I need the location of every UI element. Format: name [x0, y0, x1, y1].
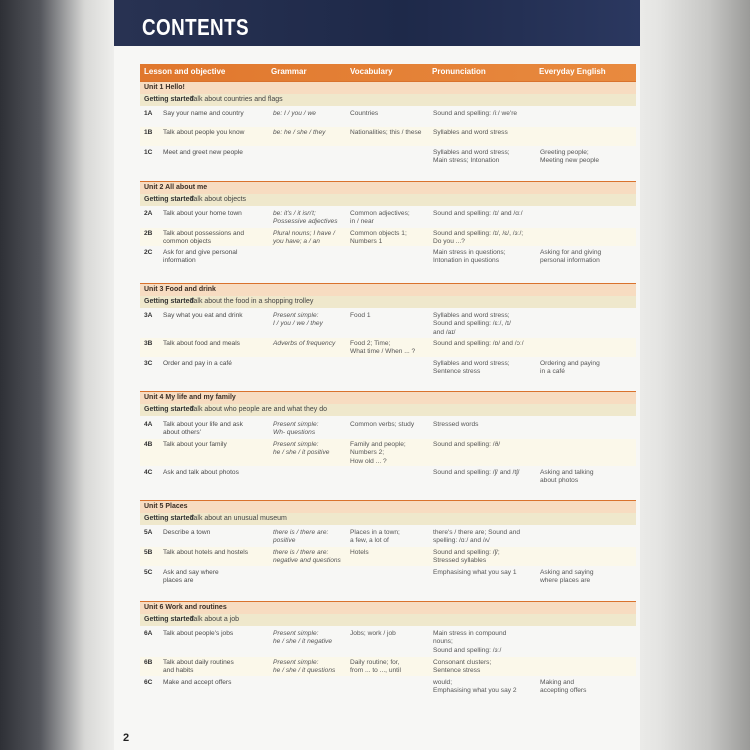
lesson-code: 6B: [144, 659, 153, 666]
page-number: 2: [123, 732, 130, 744]
lesson-row: [140, 127, 636, 146]
lesson-objective: Talk about people you know: [163, 129, 245, 136]
pronunciation-cell: Syllables and word stress; Sound and spelling: /ɛː/, /ɪ/ and /aɪ/: [433, 312, 511, 336]
grammar-cell: Adverbs of frequency: [273, 340, 336, 347]
lesson-objective: Talk about possessions and common objects: [163, 230, 245, 246]
lesson-row: [140, 467, 636, 491]
unit-title-bar: [140, 81, 636, 94]
pronunciation-cell: Sound and spelling: /ð/: [433, 441, 501, 448]
header-lesson: Lesson and objective: [144, 67, 226, 76]
lesson-objective: Talk about people's jobs: [163, 630, 234, 637]
lesson-objective: Make and accept offers: [163, 679, 232, 686]
unit-title: Unit 2 All about me: [144, 184, 208, 191]
unit-title: Unit 3 Food and drink: [144, 286, 216, 293]
vocabulary-cell: Common verbs; study: [350, 421, 415, 428]
lesson-objective: Talk about your family: [163, 441, 227, 448]
lesson-code: 5C: [144, 569, 153, 576]
lesson-code: 5A: [144, 529, 153, 536]
lesson-code: 3A: [144, 312, 153, 319]
lesson-objective: Order and pay in a café: [163, 360, 232, 367]
everyday-english-cell: Asking for and giving personal information: [540, 249, 602, 265]
pronunciation-cell: Stressed words: [433, 421, 479, 428]
unit-title-bar: [140, 500, 636, 513]
lesson-objective: Say your name and country: [163, 110, 244, 117]
vocabulary-cell: Nationalities; this / these: [350, 129, 422, 136]
pronunciation-cell: there's / there are; Sound and spelling: /ɑː/ and /ʌ/: [433, 529, 521, 545]
lesson-objective: Ask and talk about photos: [163, 469, 239, 476]
unit-section: [140, 601, 636, 701]
getting-started-row: [140, 513, 636, 525]
grammar-cell: there is / there are: positive: [273, 529, 329, 545]
pronunciation-cell: Sound and spelling: /ɒ/ and /ɔː/: [433, 340, 524, 347]
pronunciation-cell: Sound and spelling: /ʃ/ and /tʃ/: [433, 469, 520, 476]
lesson-code: 2C: [144, 249, 153, 256]
lesson-row: [140, 567, 636, 591]
lesson-row: [140, 108, 636, 126]
lesson-code: 4C: [144, 469, 153, 476]
pronunciation-cell: Syllables and word stress: [433, 129, 508, 136]
getting-started-text: Talk about the food in a shopping trolley: [190, 298, 314, 305]
getting-started-label: Getting started: [144, 298, 194, 305]
vocabulary-cell: Common adjectives; in / near: [350, 210, 410, 226]
lesson-objective: Talk about daily routines and habits: [163, 659, 234, 675]
vocabulary-cell: Jobs; work / job: [350, 630, 396, 637]
getting-started-label: Getting started: [144, 96, 194, 103]
everyday-english-cell: Greeting people; Meeting new people: [540, 149, 600, 165]
lesson-code: 5B: [144, 549, 153, 556]
everyday-english-cell: Making and accepting offers: [540, 679, 587, 695]
getting-started-text: Talk about an unusual museum: [190, 515, 287, 522]
unit-title: Unit 4 My life and my family: [144, 394, 236, 401]
unit-section: [140, 283, 636, 383]
unit-title-bar: [140, 181, 636, 194]
vocabulary-cell: Places in a town; a few, a lot of: [350, 529, 400, 545]
lesson-objective: Talk about your life and ask about others': [163, 421, 243, 437]
lesson-objective: Meet and greet new people: [163, 149, 243, 156]
header-pronunciation: Pronunciation: [432, 67, 486, 76]
lesson-code: 2A: [144, 210, 153, 217]
lesson-row: [140, 358, 636, 385]
lesson-row: [140, 527, 636, 546]
pronunciation-cell: Consonant clusters; Sentence stress: [433, 659, 492, 675]
getting-started-label: Getting started: [144, 406, 194, 413]
lesson-objective: Talk about hotels and hostels: [163, 549, 249, 556]
pronunciation-cell: Main stress in questions; Intonation in questions: [433, 249, 506, 265]
getting-started-text: Talk about a job: [190, 616, 240, 623]
lesson-objective: Ask and say where places are: [163, 569, 219, 585]
everyday-english-cell: Asking and talking about photos: [540, 469, 594, 485]
grammar-cell: be: he / she / they: [273, 129, 326, 136]
pronunciation-cell: Syllables and word stress; Main stress; Intonation: [433, 149, 510, 165]
lesson-row: [140, 208, 636, 227]
grammar-cell: there is / there are: negative and questions: [273, 549, 341, 565]
vocabulary-cell: Family and people; Numbers 2; How old ... ?: [350, 441, 406, 465]
lesson-objective: Describe a town: [163, 529, 211, 536]
lesson-row: [140, 439, 636, 466]
unit-title-bar: [140, 391, 636, 404]
unit-title: Unit 5 Places: [144, 503, 188, 510]
lesson-code: 1B: [144, 129, 153, 136]
vocabulary-cell: Food 1: [350, 312, 371, 319]
lesson-row: [140, 677, 636, 701]
getting-started-label: Getting started: [144, 616, 194, 623]
grammar-cell: Plural nouns; I have / you have; a / an: [273, 230, 335, 246]
lesson-code: 4A: [144, 421, 153, 428]
grammar-cell: Present simple: he / she / it positive: [273, 441, 330, 457]
vocabulary-cell: Countries: [350, 110, 379, 117]
everyday-english-cell: Asking and saying where places are: [540, 569, 594, 585]
unit-title-bar: [140, 283, 636, 296]
getting-started-label: Getting started: [144, 196, 194, 203]
lesson-row: [140, 147, 636, 173]
unit-section: [140, 181, 636, 281]
grammar-cell: Present simple: he / she / it negative: [273, 630, 333, 646]
lesson-code: 4B: [144, 441, 153, 448]
unit-section: [140, 81, 636, 181]
everyday-english-cell: Ordering and paying in a café: [540, 360, 600, 376]
unit-title-bar: [140, 601, 636, 614]
getting-started-text: Talk about objects: [190, 196, 247, 203]
lesson-row: [140, 247, 636, 275]
grammar-cell: Present simple: I / you / we / they: [273, 312, 323, 328]
lesson-row: [140, 310, 636, 337]
lesson-objective: Say what you eat and drink: [163, 312, 243, 319]
lesson-objective: Ask for and give personal information: [163, 249, 238, 265]
pronunciation-cell: Emphasising what you say 1: [433, 569, 517, 576]
getting-started-row: [140, 404, 636, 416]
vocabulary-cell: Daily routine; for, from ... to ..., until: [350, 659, 401, 675]
getting-started-row: [140, 194, 636, 206]
lesson-row: [140, 228, 636, 246]
lesson-objective: Talk about your home town: [163, 210, 242, 217]
lesson-code: 2B: [144, 230, 153, 237]
lesson-code: 6A: [144, 630, 153, 637]
lesson-row: [140, 419, 636, 438]
pronunciation-cell: Syllables and word stress; Sentence stress: [433, 360, 510, 376]
vocabulary-cell: Hotels: [350, 549, 369, 556]
getting-started-text: Talk about who people are and what they do: [190, 406, 327, 413]
lesson-code: 1C: [144, 149, 153, 156]
lesson-row: [140, 547, 636, 566]
table-header-row: [140, 64, 636, 81]
vocabulary-cell: Common objects 1; Numbers 1: [350, 230, 407, 246]
pronunciation-cell: Sound and spelling: /iː/ we're: [433, 110, 518, 117]
getting-started-label: Getting started: [144, 515, 194, 522]
lesson-code: 1A: [144, 110, 153, 117]
lesson-row: [140, 628, 636, 656]
page-title: CONTENTS: [142, 14, 250, 40]
lesson-code: 3C: [144, 360, 153, 367]
header-grammar: Grammar: [271, 67, 307, 76]
pronunciation-cell: would; Emphasising what you say 2: [433, 679, 517, 695]
vocabulary-cell: Food 2; Time; What time / When ... ?: [350, 340, 416, 356]
header-vocabulary: Vocabulary: [350, 67, 393, 76]
pronunciation-cell: Sound and spelling: /ɪ/, /ɛ/, /ɜː/; Do you ...?: [433, 230, 524, 246]
getting-started-row: [140, 296, 636, 308]
getting-started-row: [140, 614, 636, 626]
grammar-cell: be: I / you / we: [273, 110, 316, 117]
grammar-cell: be: it's / it isn't; Possessive adjectives: [273, 210, 338, 226]
lesson-row: [140, 657, 636, 676]
pronunciation-cell: Sound and spelling: /ɪ/ and /ɑː/: [433, 210, 523, 217]
grammar-cell: Present simple: Wh- questions: [273, 421, 319, 437]
unit-title: Unit 1 Hello!: [144, 84, 185, 91]
header-everyday: Everyday English: [539, 67, 606, 76]
getting-started-row: [140, 94, 636, 106]
lesson-row: [140, 338, 636, 357]
unit-title: Unit 6 Work and routines: [144, 604, 227, 611]
getting-started-text: Talk about countries and flags: [190, 96, 283, 103]
unit-section: [140, 391, 636, 491]
grammar-cell: Present simple: he / she / it questions: [273, 659, 336, 675]
lesson-code: 6C: [144, 679, 153, 686]
unit-section: [140, 500, 636, 600]
lesson-code: 3B: [144, 340, 153, 347]
pronunciation-cell: Sound and spelling: /ʃ/; Stressed syllables: [433, 549, 500, 565]
lesson-objective: Talk about food and meals: [163, 340, 240, 347]
pronunciation-cell: Main stress in compound nouns; Sound and spelling: /ɜː/: [433, 630, 507, 654]
